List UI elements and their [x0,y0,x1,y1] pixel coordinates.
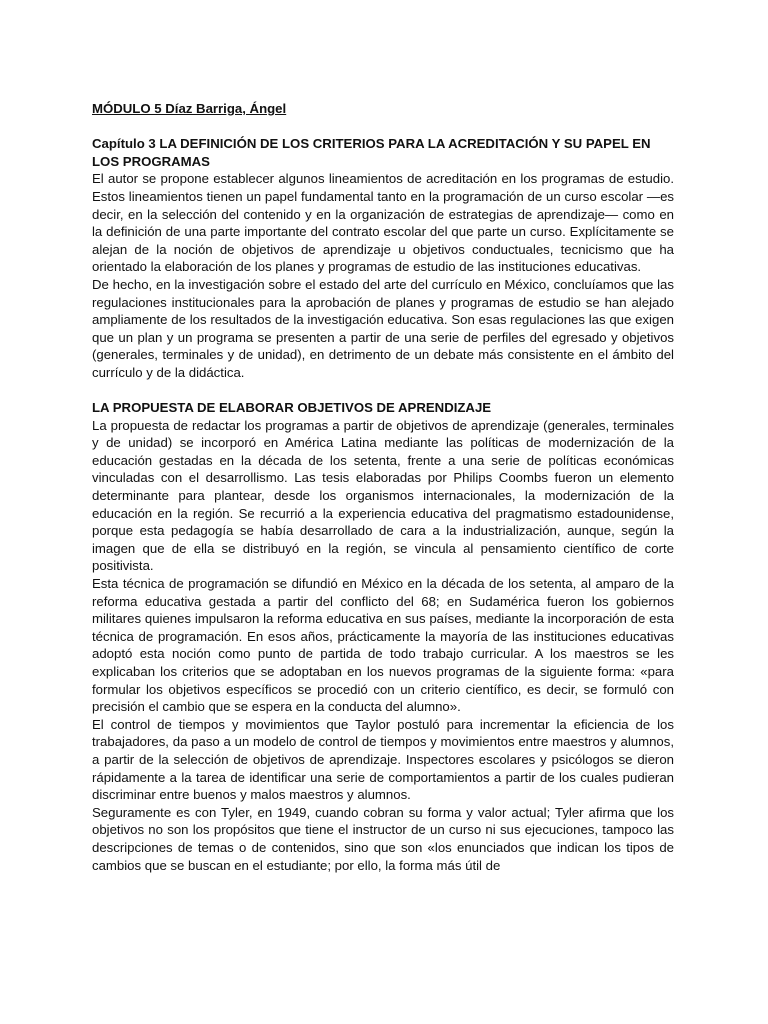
document-page [92,100,674,874]
module-title: MÓDULO 5 Díaz Barriga, Ángel [92,101,287,116]
section-paragraph-1: La propuesta de redactar los programas a partir de objetivos de aprendizaje (generales, terminales y de unidad) se incorporó en América Latina mediante las políticas de modernización de la educación gestadas en la década de los setenta, frente a una serie de políticas económicas vinculadas con el desarrollismo. Las tesis elaboradas por Philips Coombs fueron un elemento determinante para plantear, desde los organismos internacionales, la modernización de la educación en la región. Se recurrió a la experiencia educativa del pragmatismo estadounidense, porque esta pedagogía se había desarrollado de cara a la industrialización, aunque, según la imagen que de ella se distribuyó en la región, se vincula al pensamiento científico de corte positivista. [92,417,674,574]
chapter-heading: Capítulo 3 LA DEFINICIÓN DE LOS CRITERIOS PARA LA ACREDITACIÓN Y SU PAPEL EN LOS PROGRAMAS [92,136,651,169]
section-paragraph-2: Esta técnica de programación se difundió en México en la década de los setenta, al amparo de la reforma educativa gestada a partir del conflicto del 68; en Sudamérica fueron los gobiernos militares quienes impulsaron la reforma educativa en sus países, mediante la incorporación de esta técnica de programación. En esos años, prácticamente la mayoría de las instituciones educativas adoptó esta noción como punto de partida de todo trabajo curricular. A los maestros se les explicaban los criterios que se adoptaban en los nuevos programas de la siguiente forma: «para formular los objetivos específicos se procedió con un criterio científico, es decir, se formuló con precisión el cambio que se espera en la conducta del alumno». [92,576,674,715]
section-spacer [92,382,674,400]
chapter-paragraph-2: De hecho, en la investigación sobre el estado del arte del currículo en México, concluíamos que las regulaciones institucionales para la aprobación de planes y programas de estudio se han alejado ampliamente de los resultados de la investigación educativa. Son esas regulaciones las que exigen que un plan y un programa se presenten a partir de una serie de perfiles del egresado y objetivos (generales, terminales y de unidad), en detrimento de un debate más consistente en el ámbito del currículo y de la didáctica. [92,276,674,380]
section-paragraph-3: El control de tiempos y movimientos que Taylor postuló para incrementar la eficiencia de los trabajadores, da paso a un modelo de control de tiempos y movimientos entre maestros y alumnos, a partir de la selección de objetivos de aprendizaje. Inspectores escolares y psicólogos se dieron rápidamente a la tarea de identificar una serie de comportamientos a partir de los cuales pudieran discriminar entre buenos y malos maestros y alumnos. [92,716,674,803]
section-paragraph-4: Seguramente es con Tyler, en 1949, cuando cobran su forma y valor actual; Tyler afirma que los objetivos no son los propósitos que tiene el instructor de un curso ni sus ejecuciones, tampoco las descripciones de temas o de contenidos, sino que son «los enunciados que indican los tipos de cambios que se buscan en el estudiante; por ello, la forma más útil de [92,804,674,873]
section-heading: LA PROPUESTA DE ELABORAR OBJETIVOS DE APRENDIZAJE [92,400,492,416]
chapter-paragraph-1: El autor se propone establecer algunos lineamientos de acreditación en los programas de estudio. Estos lineamientos tienen un papel fundamental tanto en la programación de un curso escolar —es decir, en la selección del contenido y en la organización de estrategias de aprendizaje— como en la definición de una parte importante del contrato escolar del que parte un curso. Explícitamente se alejan de la noción de objetivos de aprendizaje u objetivos conductuales, tecnicismo que ha orientado la elaboración de los planes y programas de estudio de las instituciones educativas. [92,171,674,275]
